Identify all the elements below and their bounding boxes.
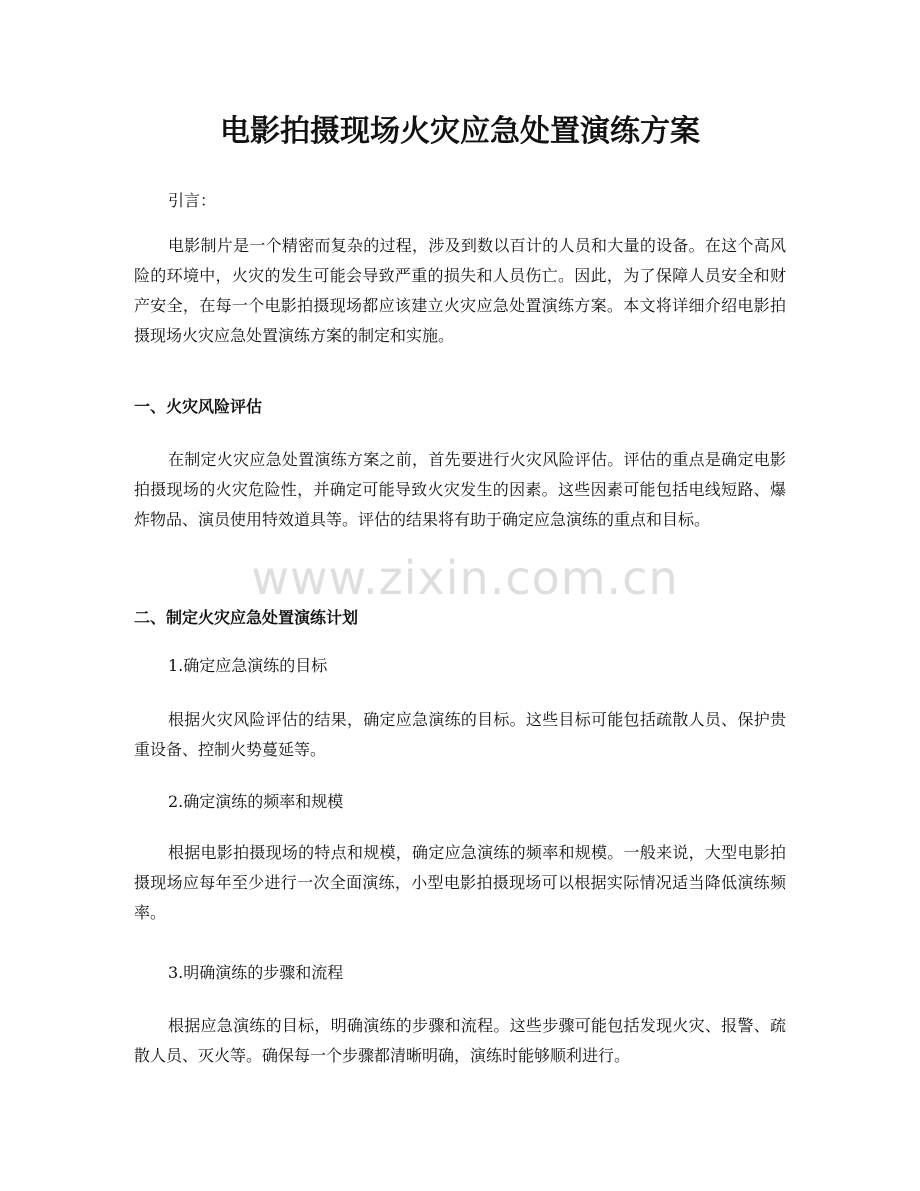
section-2-item-1-subheading: 1.确定应急演练的目标 [168,656,328,675]
section-2-item-1-paragraph: 根据火灾风险评估的结果，确定应急演练的目标。这些目标可能包括疏散人员、保护贵重设备、控制火势蔓延等。 [134,710,786,759]
section-2-item-3-subheading: 3.明确演练的步骤和流程 [168,963,344,982]
section-2-heading: 二、制定火灾应急处置演练计划 [134,608,359,627]
section-2-item-3-paragraph: 根据应急演练的目标，明确演练的步骤和流程。这些步骤可能包括发现火灾、报警、疏散人员、灭火等。确保每一个步骤都清晰明确，演练时能够顺利进行。 [134,1016,786,1065]
intro-paragraph: 电影制片是一个精密而复杂的过程，涉及到数以百计的人员和大量的设备。在这个高风险的环境中，火灾的发生可能会导致严重的损失和人员伤亡。因此，为了保障人员安全和财产安全，在每一个电影拍摄现场都应该建立火灾应急处置演练方案。本文将详细介绍电影拍摄现场火灾应急处置演练方案的制定和实施。 [134,236,786,345]
section-2-item-2-subheading: 2.确定演练的频率和规模 [168,792,344,811]
section-1-heading: 一、火灾风险评估 [134,397,263,416]
intro-label: 引言： [168,191,217,210]
section-1-paragraph: 在制定火灾应急处置演练方案之前，首先要进行火灾风险评估。评估的重点是确定电影拍摄现场的火灾危险性，并确定可能导致火灾发生的因素。这些因素可能包括电线短路、爆炸物品、演员使用特效道具等。评估的结果将有助于确定应急演练的重点和目标。 [134,450,786,529]
document-title: 电影拍摄现场火灾应急处置演练方案 [220,114,700,149]
section-2-item-2-paragraph: 根据电影拍摄现场的特点和规模，确定应急演练的频率和规模。一般来说，大型电影拍摄现场应每年至少进行一次全面演练，小型电影拍摄现场可以根据实际情况适当降低演练频率。 [134,843,786,922]
watermark: www.zixin.com.cn [251,551,679,605]
